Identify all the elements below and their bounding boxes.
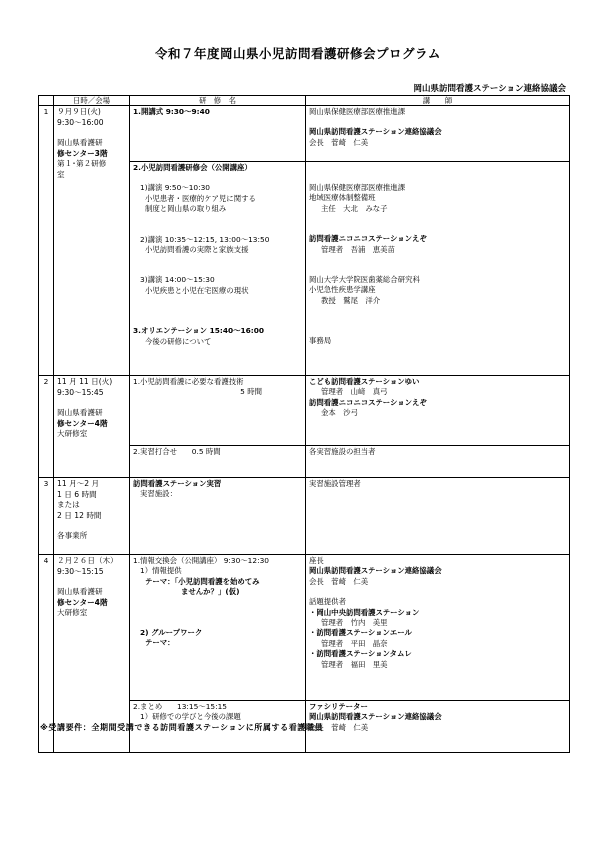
session-name-cell: 2.小児訪問看護研修会（公開講座） 1)講演 9:50〜10:30 小児患者・医療的ケア児に関する 制度と岡山県の取り組み 2)講演 10:35〜12:15, 13:00〜13:50 小児訪問看護の実際と家族支援 3)講演 14:00〜15:30 小児疾患と小児在宅医療の現状 3.オリエンテーション 15:40〜16:00 今後の研修について (130, 162, 306, 376)
header-lecturer: 講 師 (306, 96, 570, 106)
header-date: 日時／会場 (54, 96, 130, 106)
session-number: 1 (39, 106, 54, 376)
eligibility-note: ※受講要件：全期間受講できる訪問看護ステーションに所属する看護職員 (40, 723, 324, 732)
session-name-cell: 2.まとめ 13:15〜15:15 1）研修での学びと今後の課題 (130, 701, 306, 753)
session-lecturer-cell: こども訪問看護ステーションゆい 管理者 山﨑 真弓 訪問看護ニコニコステーションえぞ 金本 沙弓 (306, 376, 570, 446)
program-table (38, 95, 570, 753)
session-date-venue: ２月２６日（木） 9:30〜15:15 岡山県看護研 修センター4階 大研修室 (54, 555, 130, 753)
session-number: 4 (39, 555, 54, 753)
session-date-venue: 11 月〜2 月 1 日 6 時間 または 2 日 12 時間 各事業所 (54, 478, 130, 555)
session-date-venue: 11 月 11 日(火) 9:30〜15:45 岡山県看護研 修センター4階 大研修室 (54, 376, 130, 478)
page-title: 令和７年度岡山県小児訪問看護研修会プログラム (155, 46, 441, 61)
session-lecturer-cell: 座長 岡山県訪問看護ステーション連絡協議会 会長 菅崎 仁美 話題提供者 ・岡山中央訪問看護ステーション 管理者 竹内 美里 ・訪問看護ステーションエール 管理者 平田 晶奈 ・訪問看護ステーションタムレ 管理者 福田 里美 (306, 555, 570, 701)
session-number: 2 (39, 376, 54, 478)
session-lecturer-cell: ファシリテーター 岡山県訪問看護ステーション連絡協議会 会長 菅崎 仁美 (306, 701, 570, 753)
session-name-cell: 訪問看護ステーション実習 実習施設： (130, 478, 306, 555)
header-no (39, 96, 54, 106)
session-name-cell: 1.開講式 9:30〜9:40 (130, 106, 306, 162)
session-name-cell: 1.小児訪問看護に必要な看護技術 5 時間 (130, 376, 306, 446)
session-name-cell: 1.情報交換会（公開講座） 9:30〜12:30 1）情報提供 テーマ：「小児訪問看護を始めてみ ませんか？」(仮) 2) グループワーク テーマ： (130, 555, 306, 701)
session-3-row (39, 478, 570, 555)
session-name-cell: 2.実習打合せ 0.5 時間 (130, 446, 306, 478)
session-lecturer-cell: 各実習施設の担当者 (306, 446, 570, 478)
session-1-row-a (39, 106, 570, 162)
header-name: 研 修 名 (130, 96, 306, 106)
header-row (39, 96, 570, 106)
session-lecturer-cell: 岡山県保健医療部医療推進課 地域医療体制整備班 主任 大北 みな子 訪問看護ニコニコステーションえぞ 管理者 吾浦 恵美苗 岡山大学大学院医歯薬総合研究科 小児急性疾患学講座 教授 鷲尾 洋介 事務局 (306, 162, 570, 376)
session-number: 3 (39, 478, 54, 555)
session-lecturer-cell: 岡山県保健医療部医療推進課 岡山県訪問看護ステーション連絡協議会 会長 菅崎 仁美 (306, 106, 570, 162)
session-date-venue: ９月９日(火) 9:30〜16:00 岡山県看護研 修センター3階 第１･第２研修 室 (54, 106, 130, 376)
organizer-name: 岡山県訪問看護ステーション連絡協議会 (413, 84, 566, 94)
session-lecturer-cell: 実習施設管理者 (306, 478, 570, 555)
session-4-row-a (39, 555, 570, 701)
session-2-row-a (39, 376, 570, 446)
